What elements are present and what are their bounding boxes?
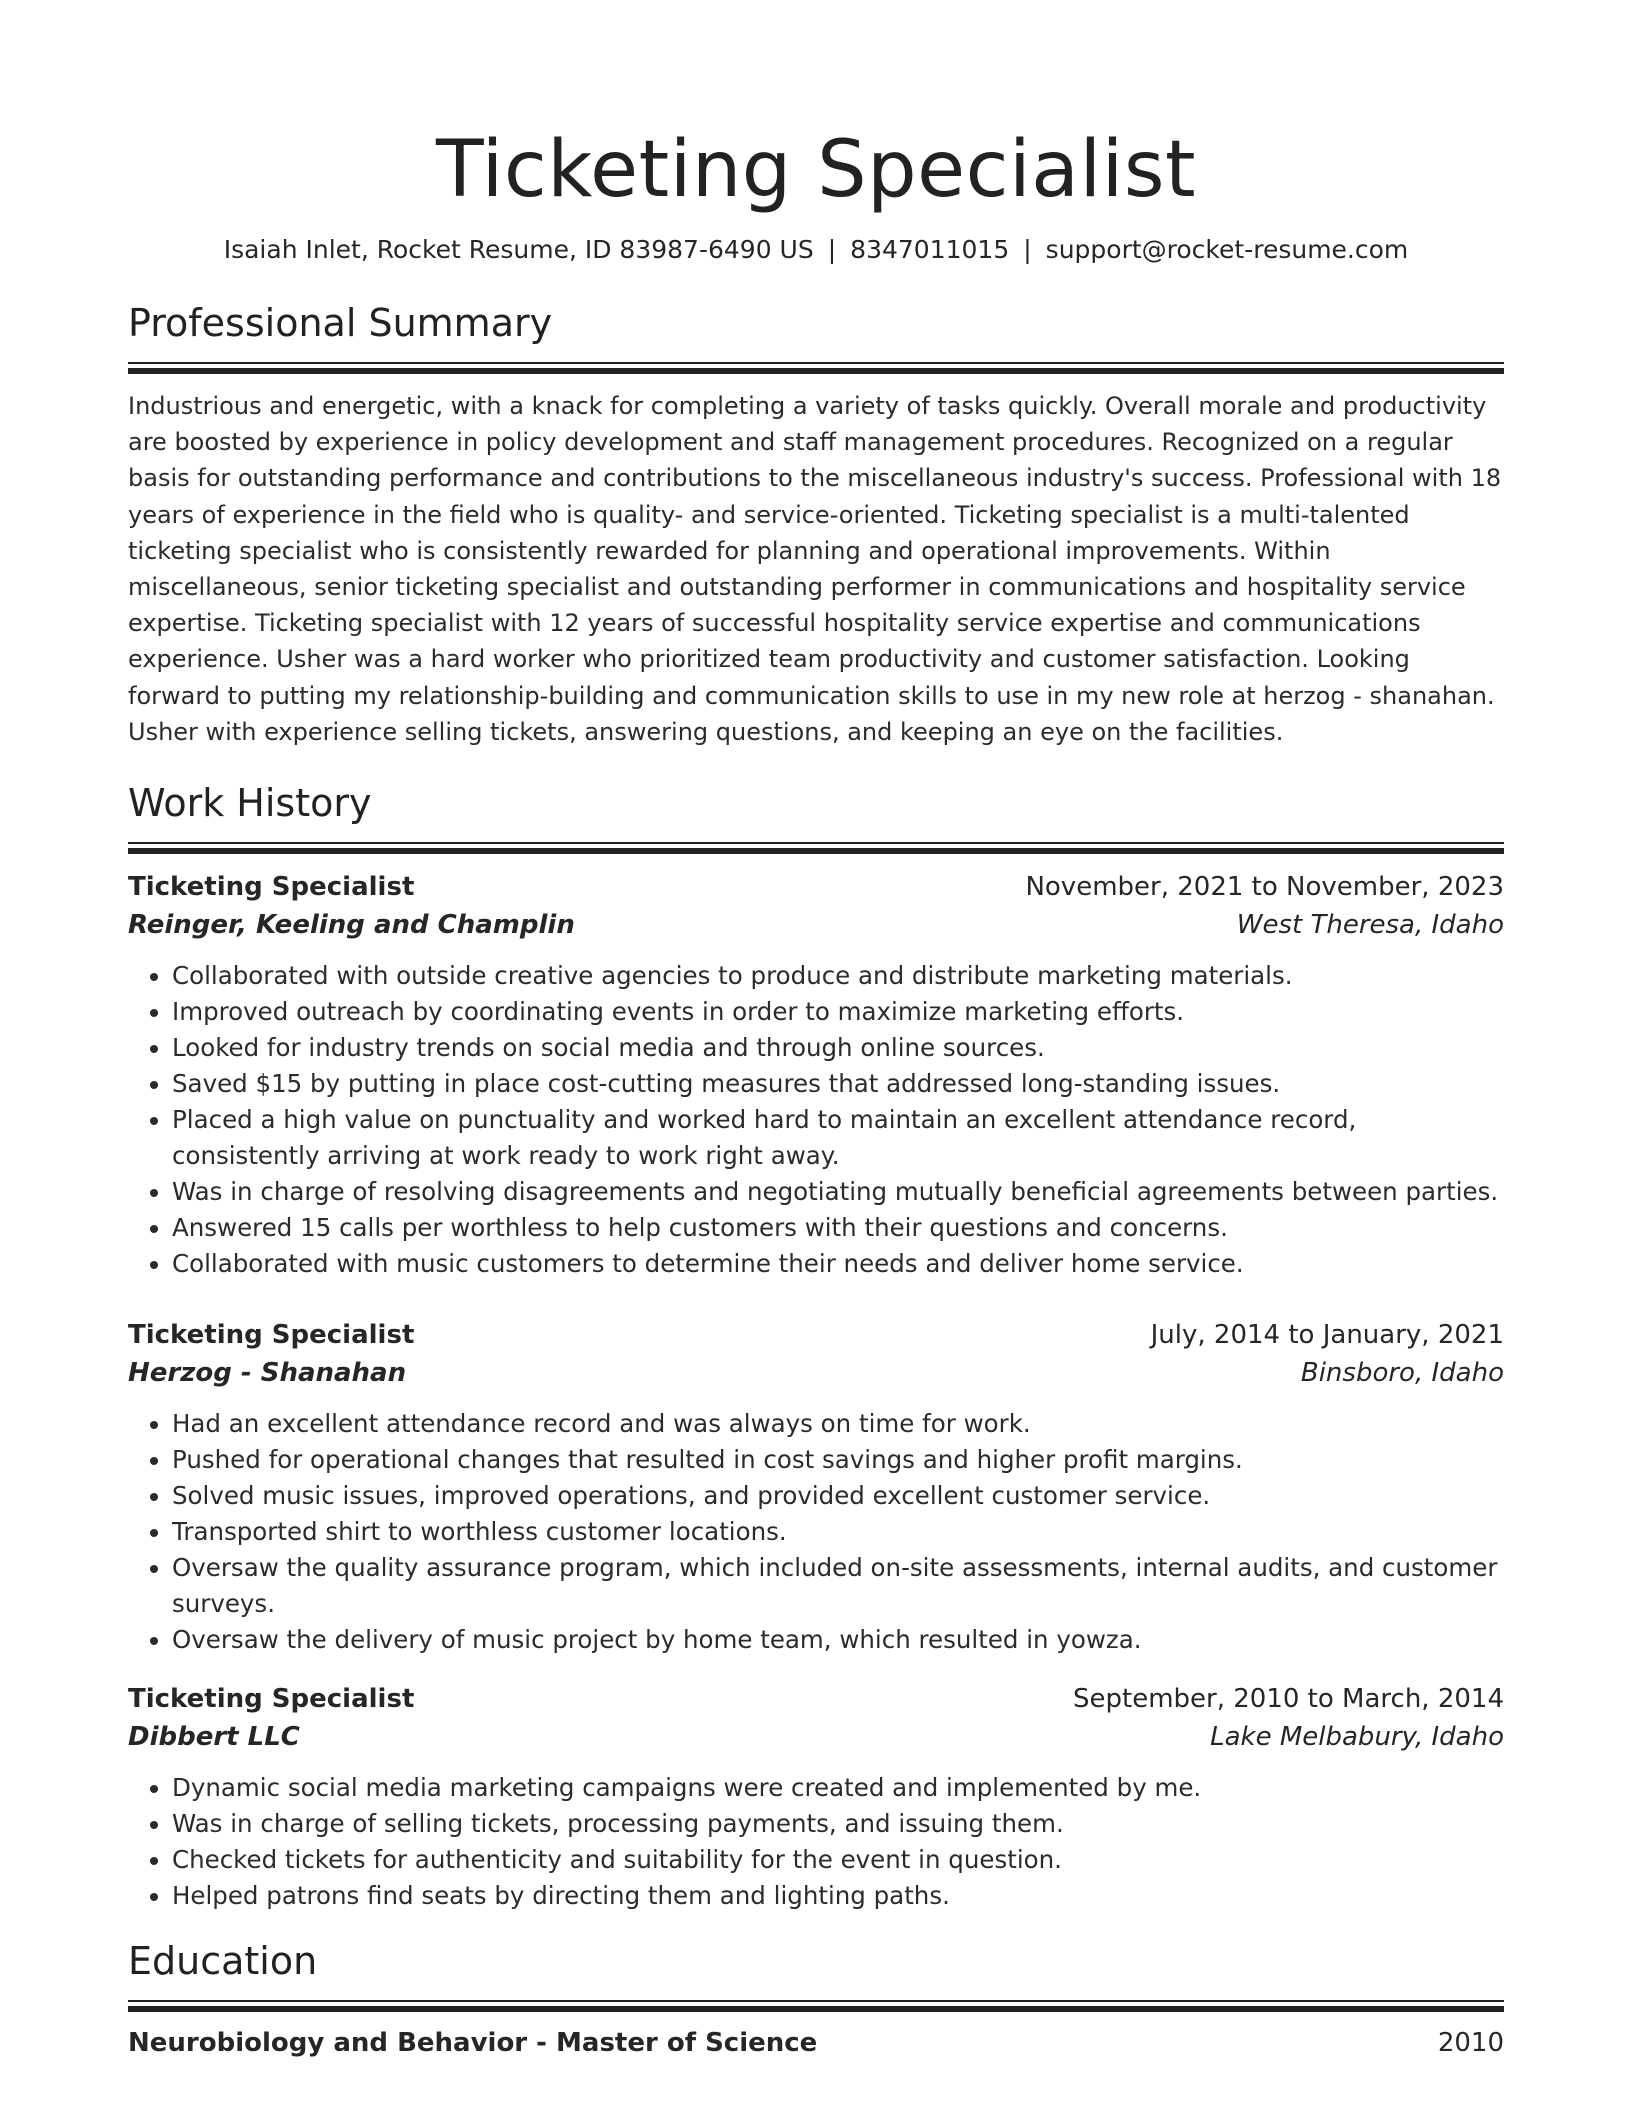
job-bullet: • Transported shirt to worthless customer locations. [172, 1514, 1504, 1550]
job-header [128, 1680, 1504, 1718]
education-section [128, 1936, 1504, 2062]
contact-phone: 8347011015 [850, 235, 1010, 264]
job-header [128, 1316, 1504, 1354]
job-subheader [128, 1718, 1504, 1756]
contact-email: support@rocket-resume.com [1045, 235, 1409, 264]
summary-section [128, 298, 1504, 750]
job-bullet: • Improved outreach by coordinating events in order to maximize marketing efforts. [172, 994, 1504, 1030]
job-bullet: • Was in charge of selling tickets, processing payments, and issuing them. [172, 1806, 1504, 1842]
job-bullet: • Oversaw the quality assurance program, which included on-site assessments, internal audits, and customer surveys. [172, 1550, 1504, 1622]
job-header [128, 868, 1504, 906]
job-title: Ticketing Specialist [128, 1320, 415, 1351]
job-dates: July, 2014 to January, 2021 [1150, 1320, 1504, 1351]
work-history-section [128, 778, 1504, 1914]
job-bullet: • Answered 15 calls per worthless to help customers with their questions and concerns. [172, 1210, 1504, 1246]
job-bullet: • Pushed for operational changes that resulted in cost savings and higher profit margins. [172, 1442, 1504, 1478]
education-year: 2010 [1437, 2028, 1504, 2059]
summary-text: Industrious and energetic, with a knack for completing a variety of tasks quickly. Overall morale and productivity are boosted by experience in policy development and staff management procedures. Recognized on a regular basis for outstanding performance and contributions to the miscellaneous industry's success. Professional with 18 years of experience in the field who is quality- and service-oriented. Ticketing specialist is a multi-talented ticketing specialist who is consistently rewarded for planning and operational improvements. Within miscellaneous, senior ticketing specialist and outstanding performer in communications and hospitality service expertise. Ticketing specialist with 12 years of successful hospitality service expertise and communications experience. Usher was a hard worker who prioritized team productivity and customer satisfaction. Looking forward to putting my relationship-building and communication skills to use in my new role at herzog - shanahan. Usher with experience selling tickets, answering questions, and keeping an eye on the facilities. [128, 392, 1502, 746]
job-dates: November, 2021 to November, 2023 [1025, 872, 1504, 903]
job-bullet: • Helped patrons find seats by directing them and lighting paths. [172, 1878, 1504, 1914]
contact-separator: | [1023, 235, 1032, 264]
education-heading: Education [128, 1939, 318, 1984]
resume-page [128, 0, 1504, 2062]
section-divider [128, 842, 1504, 854]
section-divider [128, 2000, 1504, 2012]
job-bullet: • Collaborated with outside creative agencies to produce and distribute marketing materials. [172, 958, 1504, 994]
education-degree: Neurobiology and Behavior - Master of Science [128, 2028, 818, 2059]
job-bullet: • Collaborated with music customers to determine their needs and deliver home service. [172, 1246, 1504, 1282]
contact-address: Isaiah Inlet, Rocket Resume, ID 83987-6490 US [223, 235, 814, 264]
job-bullets [128, 1770, 1504, 1914]
section-divider [128, 362, 1504, 374]
contact-separator: | [827, 235, 837, 264]
job-bullet: • Was in charge of resolving disagreements and negotiating mutually beneficial agreements between parties. [172, 1174, 1504, 1210]
job-company: Herzog - Shanahan [128, 1358, 407, 1389]
job-location: Lake Melbabury, Idaho [1210, 1722, 1504, 1753]
education-entry [128, 2024, 1504, 2062]
job-location: Binsboro, Idaho [1300, 1358, 1504, 1389]
job-dates: September, 2010 to March, 2014 [1073, 1684, 1504, 1715]
job-bullet: • Solved music issues, improved operations, and provided excellent customer service. [172, 1478, 1504, 1514]
job-title: Ticketing Specialist [128, 872, 415, 903]
job-bullet: • Saved $15 by putting in place cost-cutting measures that addressed long-standing issues. [172, 1066, 1504, 1102]
job-bullets [128, 1406, 1504, 1658]
job-bullet: • Oversaw the delivery of music project by home team, which resulted in yowza. [172, 1622, 1504, 1658]
contact-line [128, 232, 1504, 268]
job-location: West Theresa, Idaho [1236, 910, 1504, 941]
job-bullet: • Looked for industry trends on social media and through online sources. [172, 1030, 1504, 1066]
job-bullet: • Placed a high value on punctuality and worked hard to maintain an excellent attendance record, consistently arriving at work ready to work right away. [172, 1102, 1504, 1174]
candidate-name: Ticketing Specialist [435, 125, 1197, 215]
job-company: Reinger, Keeling and Champlin [128, 910, 575, 941]
work-history-heading: Work History [128, 781, 372, 826]
job-company: Dibbert LLC [128, 1722, 300, 1753]
job-bullet: • Checked tickets for authenticity and suitability for the event in question. [172, 1842, 1504, 1878]
job-bullet: • Dynamic social media marketing campaigns were created and implemented by me. [172, 1770, 1504, 1806]
job-entry [128, 868, 1504, 1282]
job-bullet: • Had an excellent attendance record and was always on time for work. [172, 1406, 1504, 1442]
job-bullets [128, 958, 1504, 1282]
job-subheader [128, 1354, 1504, 1392]
job-subheader [128, 906, 1504, 944]
job-entry [128, 1680, 1504, 1914]
job-title: Ticketing Specialist [128, 1684, 415, 1715]
job-entry [128, 1316, 1504, 1658]
summary-heading: Professional Summary [128, 301, 553, 345]
